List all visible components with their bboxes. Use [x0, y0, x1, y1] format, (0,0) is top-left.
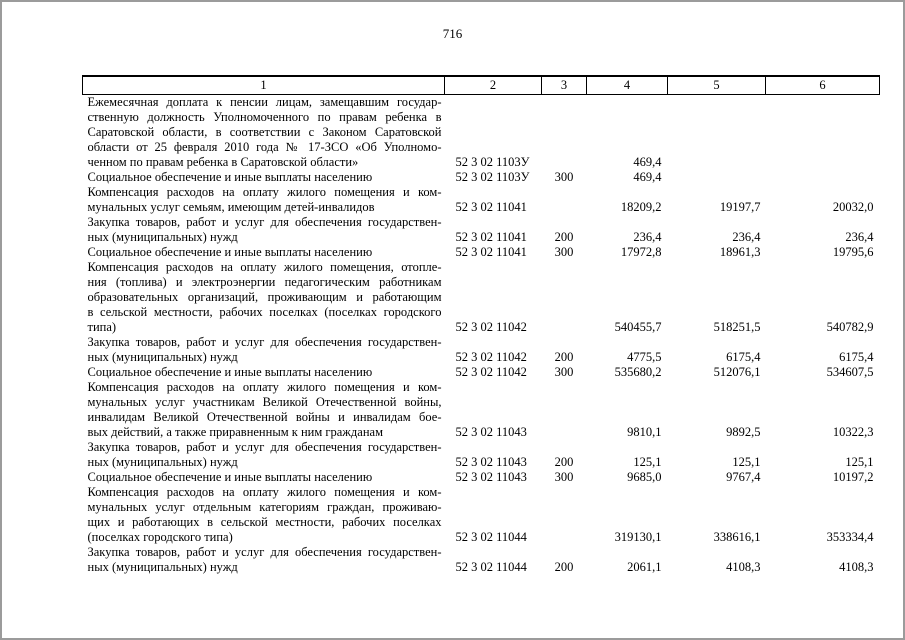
- table-row: [83, 335, 880, 365]
- row-name-line: Закупка товаров, работ и услуг для обеспечения государствен-: [87, 440, 442, 454]
- header-cell-4: 4: [587, 76, 668, 95]
- row-name-line: Социальное обеспечение и иные выплаты населению: [87, 365, 373, 379]
- row-amount-col4-cell: 469,4: [633, 155, 662, 169]
- row-name-line: ния (топлива) и электроэнергии педагогическим работникам: [87, 275, 442, 289]
- row-amount-col5-cell: 19197,7: [719, 200, 761, 214]
- row-amount-col6-cell: [766, 95, 880, 171]
- row-name-line: ных (муниципальных) нужд: [87, 560, 238, 574]
- row-amount-col5-cell: 125,1: [732, 455, 761, 469]
- table-row: [83, 245, 880, 260]
- row-code-cell: 52 3 02 11041: [455, 230, 527, 244]
- row-name-line: области от 25 февраля 2010 года № 17-ЗСО «Об Уполномо-: [87, 140, 442, 154]
- table-row: [83, 365, 880, 380]
- table-row: [83, 440, 880, 470]
- row-amount-col6-cell: 19795,6: [832, 245, 874, 259]
- header-cell-3: 3: [542, 76, 587, 95]
- row-expense-type-cell: 300: [554, 170, 574, 184]
- row-name-line: ных (муниципальных) нужд: [87, 230, 238, 244]
- row-amount-col6-cell: 10197,2: [832, 470, 874, 484]
- row-amount-col6-cell: 540782,9: [826, 320, 874, 334]
- header-cell-2: 2: [445, 76, 542, 95]
- table-row: [83, 170, 880, 185]
- row-name-line: Социальное обеспечение и иные выплаты населению: [87, 170, 373, 184]
- table-row: [83, 545, 880, 575]
- page-number: 716: [442, 26, 463, 41]
- row-code-cell: 52 3 02 11042: [455, 320, 527, 334]
- row-amount-col4-cell: 236,4: [633, 230, 662, 244]
- row-name-line: образовательных организаций, проживающим и работающим: [87, 290, 442, 304]
- row-code-cell: 52 3 02 11044: [455, 560, 527, 574]
- row-amount-col6-cell: 125,1: [845, 455, 874, 469]
- row-amount-col4-cell: 319130,1: [614, 530, 662, 544]
- row-amount-col4-cell: 535680,2: [614, 365, 662, 379]
- row-amount-col5-cell: [668, 95, 766, 171]
- row-name-line: Закупка товаров, работ и услуг для обеспечения государствен-: [87, 215, 442, 229]
- row-expense-type-cell: [542, 95, 587, 171]
- table-row: [83, 470, 880, 485]
- row-name-line: мунальных услуг семьям, имеющим детей-инвалидов: [87, 200, 375, 214]
- row-expense-type-cell: [542, 380, 587, 440]
- row-amount-col5-cell: 6175,4: [726, 350, 761, 364]
- table-row: [83, 485, 880, 545]
- table-header-row: [83, 76, 880, 95]
- table-row: [83, 95, 880, 171]
- row-name-line: инвалидам Великой Отечественной войны и инвалидам бое-: [87, 410, 442, 424]
- row-name-line: Саратовской области, в соответствии с Законом Саратовской: [87, 125, 442, 139]
- row-name-line: Закупка товаров, работ и услуг для обеспечения государствен-: [87, 335, 442, 349]
- row-amount-col5-cell: 9767,4: [726, 470, 761, 484]
- row-amount-col4-cell: 540455,7: [614, 320, 662, 334]
- row-name-line: типа): [87, 320, 117, 334]
- row-name-line: Компенсация расходов на оплату жилого помещения, отопле-: [87, 260, 442, 274]
- row-name-line: Закупка товаров, работ и услуг для обеспечения государствен-: [87, 545, 442, 559]
- row-amount-col4-cell: 9685,0: [627, 470, 662, 484]
- row-amount-col6-cell: 353334,4: [826, 530, 874, 544]
- row-amount-col5-cell: 9892,5: [726, 425, 761, 439]
- row-amount-col5-cell: 338616,1: [713, 530, 761, 544]
- row-amount-col6-cell: 6175,4: [839, 350, 874, 364]
- row-name-cell: [83, 245, 445, 260]
- row-amount-col4-cell: 9810,1: [627, 425, 662, 439]
- row-code-cell: 52 3 02 1103У: [455, 170, 530, 184]
- header-cell-1: 1: [83, 76, 445, 95]
- row-expense-type-cell: [542, 185, 587, 215]
- row-amount-col6-cell: 20032,0: [832, 200, 874, 214]
- table-row: [83, 380, 880, 440]
- row-amount-col5-cell: 18961,3: [719, 245, 761, 259]
- row-name-line: ченном по правам ребенка в Саратовской области»: [87, 155, 359, 169]
- row-expense-type-cell: 300: [554, 245, 574, 259]
- table-row: [83, 260, 880, 335]
- row-name-cell: [83, 440, 445, 470]
- row-code-cell: 52 3 02 1103У: [455, 155, 530, 169]
- row-amount-col6-cell: [766, 170, 880, 185]
- row-name-line: мунальных услуг отдельным категориям граждан, проживаю-: [87, 500, 442, 514]
- row-name-line: Компенсация расходов на оплату жилого помещения и ком-: [87, 485, 442, 499]
- row-amount-col6-cell: 4108,3: [839, 560, 874, 574]
- row-name-line: щих и работающих в сельской местности, рабочих поселках: [87, 515, 442, 529]
- row-expense-type-cell: [542, 260, 587, 335]
- row-expense-type-cell: 200: [554, 455, 574, 469]
- row-name-cell: [83, 170, 445, 185]
- row-name-line: Компенсация расходов на оплату жилого помещения и ком-: [87, 380, 442, 394]
- row-name-cell: [83, 215, 445, 245]
- row-amount-col5-cell: [668, 170, 766, 185]
- budget-table: [82, 75, 880, 575]
- row-code-cell: 52 3 02 11044: [455, 530, 527, 544]
- row-amount-col5-cell: 512076,1: [713, 365, 761, 379]
- row-amount-col4-cell: 2061,1: [627, 560, 662, 574]
- row-code-cell: 52 3 02 11043: [455, 455, 527, 469]
- header-cell-6: 6: [766, 76, 880, 95]
- row-expense-type-cell: 300: [554, 365, 574, 379]
- row-name-line: мунальных услуг участникам Великой Отечественной войны,: [87, 395, 442, 409]
- row-name-line: Компенсация расходов на оплату жилого помещения и ком-: [87, 185, 442, 199]
- table-row: [83, 215, 880, 245]
- row-amount-col4-cell: 18209,2: [620, 200, 662, 214]
- row-name-line: Социальное обеспечение и иные выплаты населению: [87, 470, 373, 484]
- row-name-line: ственную должность Уполномоченного по правам ребенка в: [87, 110, 442, 124]
- row-name-line: ных (муниципальных) нужд: [87, 455, 238, 469]
- row-amount-col5-cell: 4108,3: [726, 560, 761, 574]
- row-code-cell: 52 3 02 11041: [455, 245, 527, 259]
- row-name-cell: [83, 380, 445, 440]
- row-amount-col5-cell: 236,4: [732, 230, 761, 244]
- row-expense-type-cell: [542, 485, 587, 545]
- row-name-cell: [83, 545, 445, 575]
- row-expense-type-cell: 200: [554, 350, 574, 364]
- row-name-line: вых действий, а также приравненным к ним гражданам: [87, 425, 383, 439]
- row-amount-col4-cell: 17972,8: [620, 245, 662, 259]
- row-expense-type-cell: 200: [554, 230, 574, 244]
- row-name-cell: [83, 260, 445, 335]
- row-name-cell: [83, 95, 445, 171]
- row-code-cell: 52 3 02 11043: [455, 470, 527, 484]
- row-expense-type-cell: 200: [554, 560, 574, 574]
- row-name-line: ных (муниципальных) нужд: [87, 350, 238, 364]
- row-name-line: Социальное обеспечение и иные выплаты населению: [87, 245, 373, 259]
- row-name-cell: [83, 365, 445, 380]
- row-expense-type-cell: 300: [554, 470, 574, 484]
- row-amount-col4-cell: 469,4: [633, 170, 662, 184]
- row-code-cell: 52 3 02 11041: [455, 200, 527, 214]
- row-amount-col6-cell: 534607,5: [826, 365, 874, 379]
- row-name-line: в сельской местности, рабочих поселках (поселках городского: [87, 305, 442, 319]
- row-name-cell: [83, 485, 445, 545]
- row-name-line: (поселках городского типа): [87, 530, 233, 544]
- row-code-cell: 52 3 02 11042: [455, 350, 527, 364]
- row-name-cell: [83, 335, 445, 365]
- row-amount-col5-cell: 518251,5: [713, 320, 761, 334]
- row-amount-col6-cell: 236,4: [845, 230, 874, 244]
- row-code-cell: 52 3 02 11042: [455, 365, 527, 379]
- row-amount-col4-cell: 125,1: [633, 455, 662, 469]
- row-name-cell: [83, 185, 445, 215]
- row-code-cell: 52 3 02 11043: [455, 425, 527, 439]
- table-row: [83, 185, 880, 215]
- row-name-line: Ежемесячная доплата к пенсии лицам, замещавшим государ-: [87, 95, 442, 109]
- row-amount-col6-cell: 10322,3: [832, 425, 874, 439]
- row-amount-col4-cell: 4775,5: [627, 350, 662, 364]
- row-name-cell: [83, 470, 445, 485]
- header-cell-5: 5: [668, 76, 766, 95]
